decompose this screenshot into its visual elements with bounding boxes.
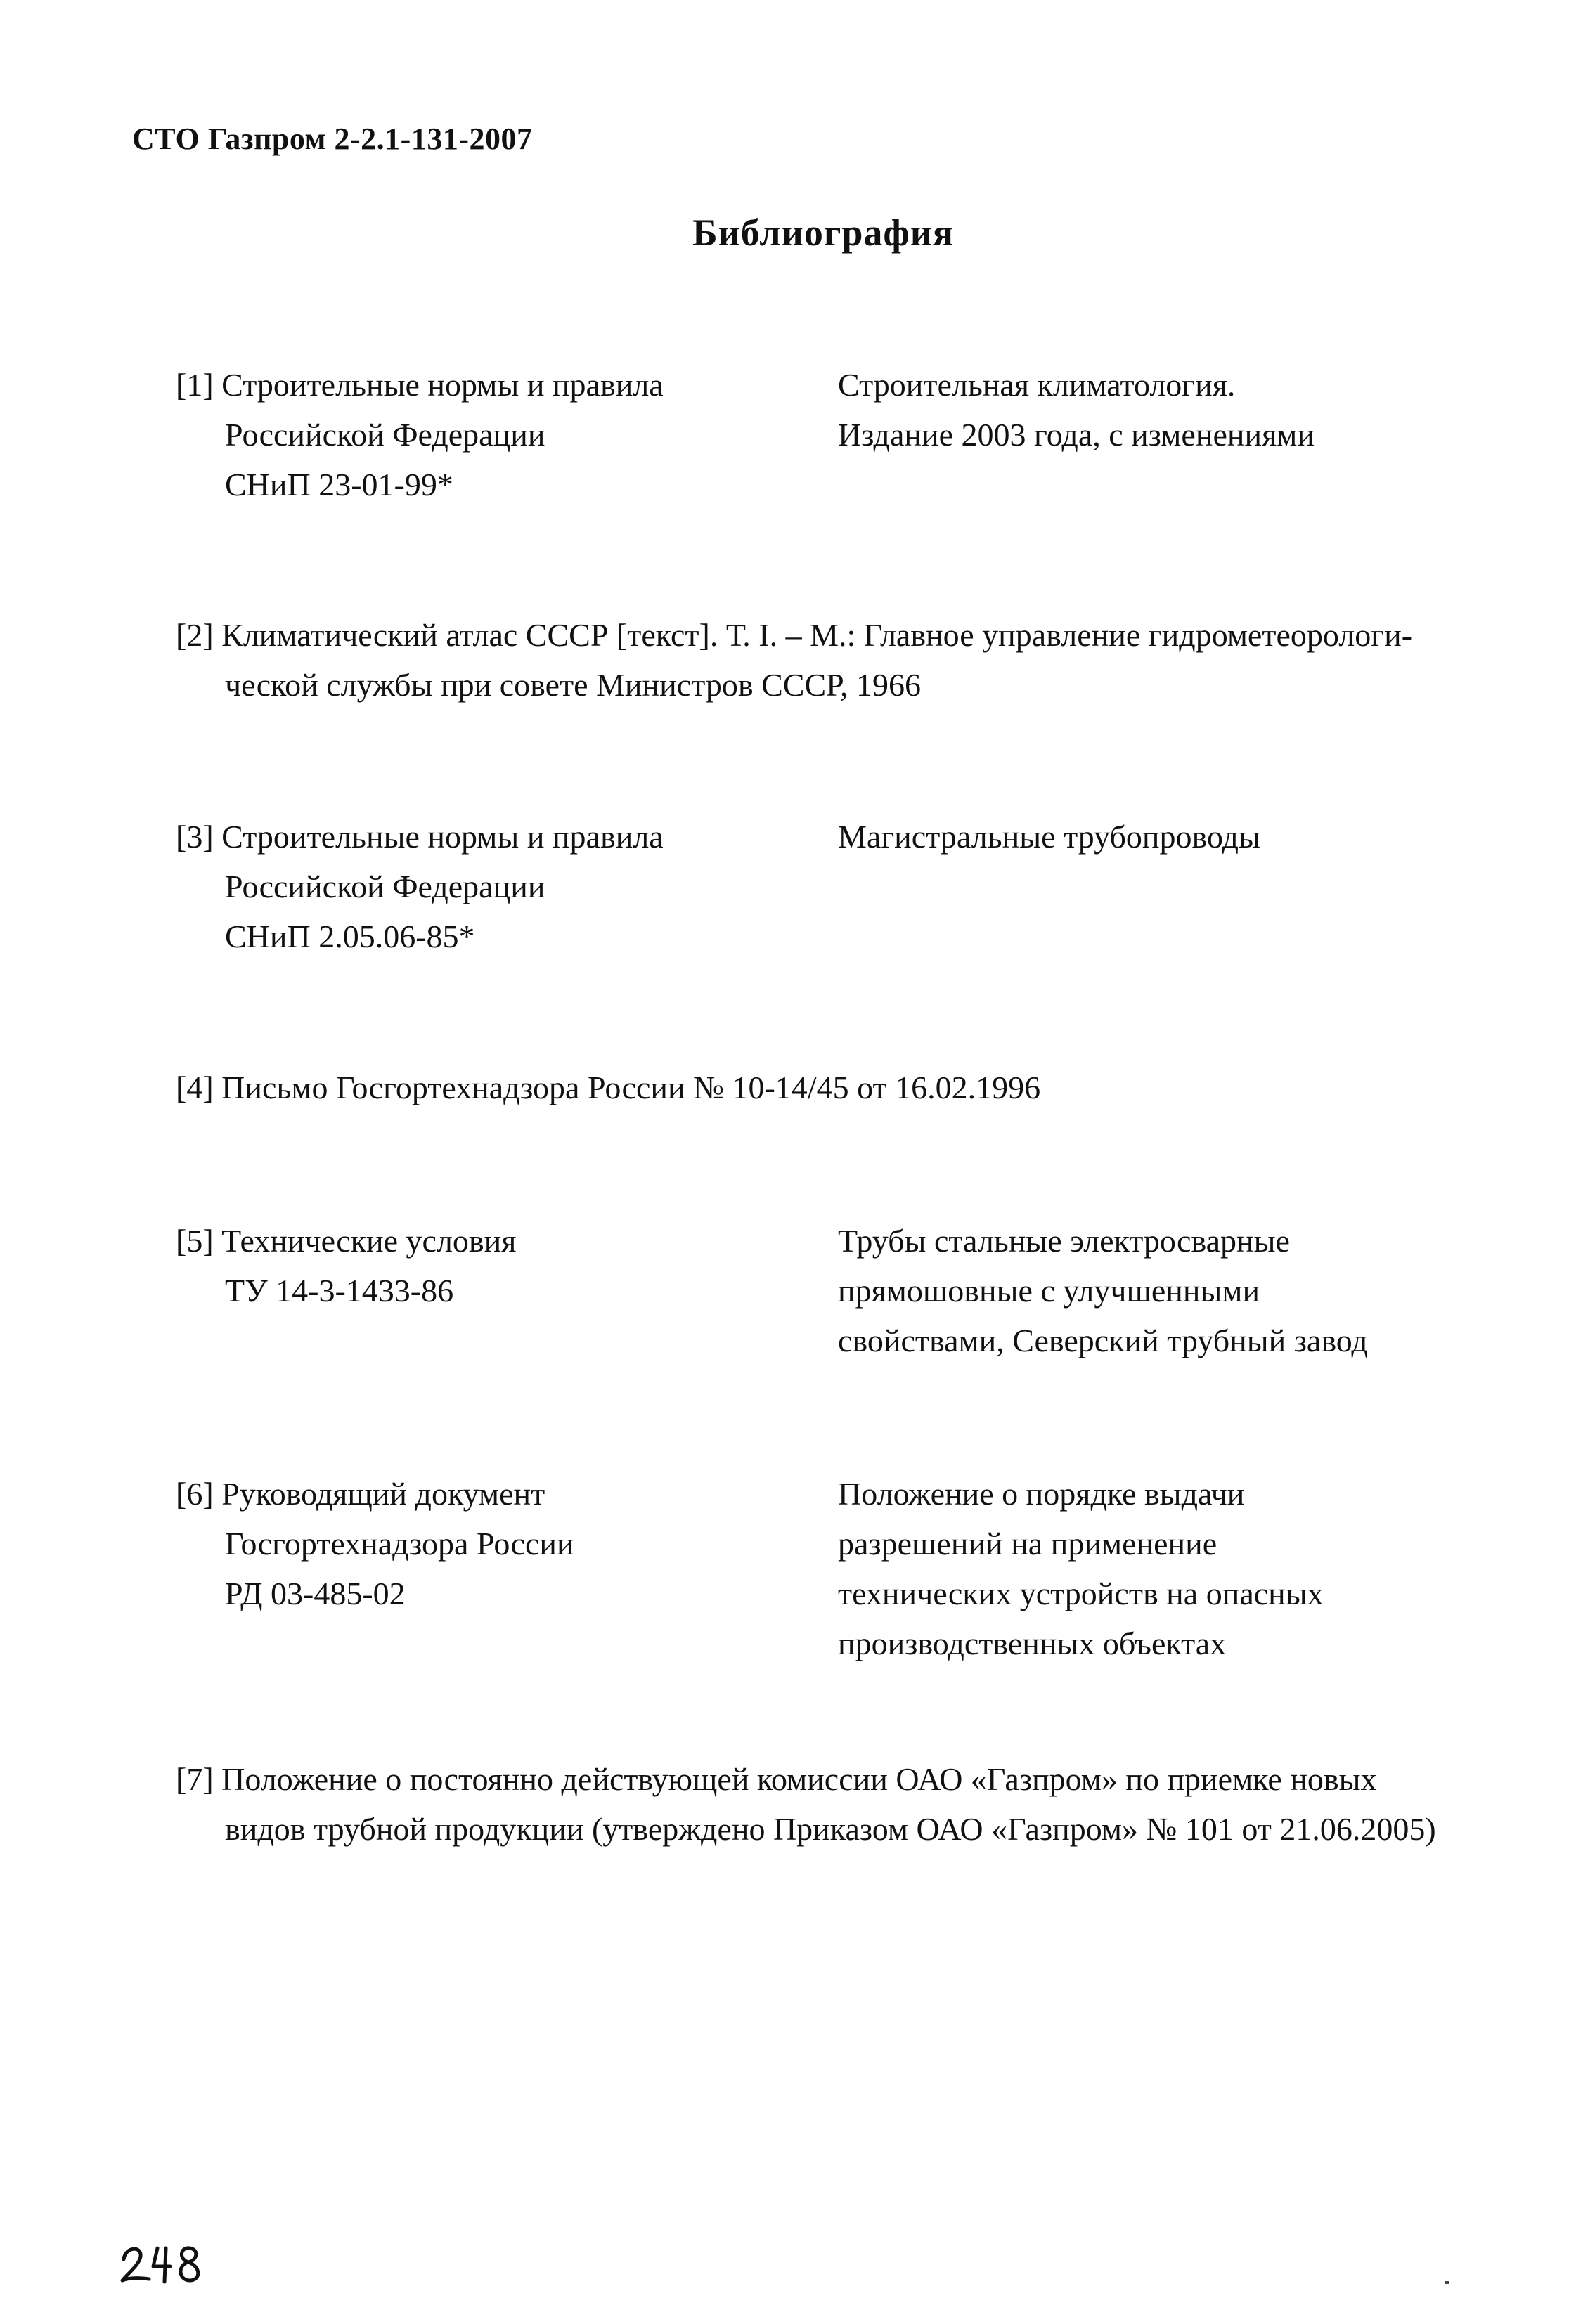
entry-source-line: Строительные нормы и правила: [221, 367, 664, 403]
entry-text-line: Письмо Госгортехнадзора России № 10-14/45 от 16.02.1996: [221, 1070, 1041, 1105]
entry-title-line: технических устройств на опасных: [838, 1576, 1324, 1611]
entry-source-line: Госгортехнадзора России: [225, 1526, 574, 1562]
bibliography-entry-2: [176, 610, 1497, 715]
entry-title-line: Трубы стальные электросварные: [838, 1223, 1290, 1259]
entry-title: [838, 812, 1499, 862]
entry-number: [7]: [176, 1761, 214, 1797]
handwritten-page-number-icon: [118, 2238, 209, 2287]
entry-title: [838, 1469, 1499, 1668]
entry-number: [2]: [176, 617, 214, 653]
entry-number: [3]: [176, 819, 214, 855]
entry-title-line: Положение о порядке выдачи: [838, 1476, 1245, 1512]
entry-source: [176, 812, 808, 961]
entry-number: [4]: [176, 1070, 214, 1105]
scan-speck: [1445, 2281, 1449, 2284]
entry-source-line: Российской Федерации: [225, 869, 545, 904]
entry-number: [6]: [176, 1476, 214, 1512]
bibliography-entry-4: [176, 1063, 1497, 1119]
entry-title-line: Издание 2003 года, с изменениями: [838, 417, 1315, 453]
entry-title-line: производственных объектах: [838, 1625, 1227, 1661]
entry-title-line: прямошовные с улучшенными: [838, 1273, 1260, 1309]
entry-text-line: ческой службы при совете Министров СССР, 1966: [225, 667, 921, 703]
entry-title-line: свойствами, Северский трубный завод: [838, 1323, 1368, 1358]
page-title: Библиография: [692, 212, 955, 254]
entry-source-line: Руководящий документ: [221, 1476, 545, 1512]
entry-source-line: СНиП 23-01-99*: [225, 467, 453, 502]
entry-source: [176, 360, 808, 509]
document-code: СТО Газпром 2-2.1-131-2007: [132, 122, 533, 156]
entry-title-line: Магистральные трубопроводы: [838, 819, 1260, 855]
entry-number: [5]: [176, 1223, 214, 1259]
bibliography-entry-5: [176, 1216, 1497, 1370]
entry-text-line: Климатический атлас СССР [текст]. Т. I. – М.: Главное управление гидрометеорологи-: [221, 617, 1413, 653]
entry-text-line: видов трубной продукции (утверждено Приказом ОАО «Газпром» № 101 от 21.06.2005): [225, 1811, 1436, 1847]
entry-title-line: разрешений на применение: [838, 1526, 1217, 1562]
entry-source-line: РД 03-485-02: [225, 1576, 406, 1611]
bibliography-entry-3: [176, 812, 1497, 966]
entry-source-line: Строительные нормы и правила: [221, 819, 664, 855]
bibliography-entry-6: [176, 1469, 1497, 1673]
entry-title: [838, 1216, 1499, 1365]
entry-title: [838, 360, 1499, 460]
entry-number: [1]: [176, 367, 214, 403]
entry-title-line: Строительная климатология.: [838, 367, 1236, 403]
entry-source: [176, 1469, 808, 1618]
entry-source-line: СНиП 2.05.06-85*: [225, 918, 475, 954]
entry-source: [176, 1216, 808, 1316]
entry-source-line: Технические условия: [221, 1223, 517, 1259]
entry-text-line: Положение о постоянно действующей комиссии ОАО «Газпром» по приемке новых: [221, 1761, 1377, 1797]
bibliography-entry-7: [176, 1754, 1497, 1859]
entry-source-line: Российской Федерации: [225, 417, 545, 453]
bibliography-entry-1: [176, 360, 1497, 514]
entry-source-line: ТУ 14-3-1433-86: [225, 1273, 454, 1309]
